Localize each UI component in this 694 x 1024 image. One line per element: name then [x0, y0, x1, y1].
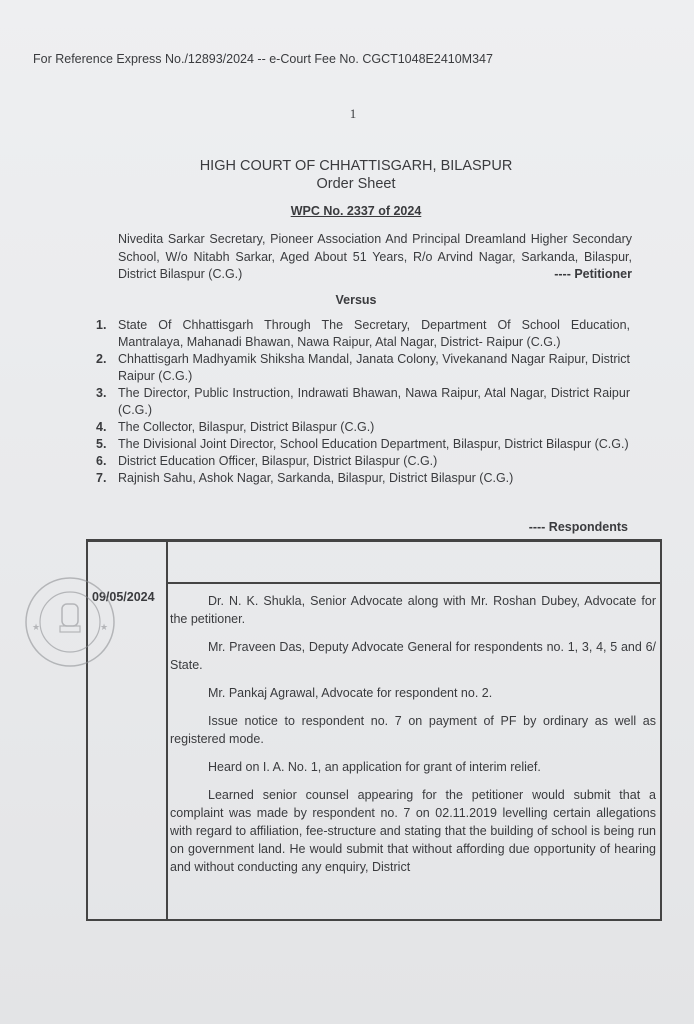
reference-line: For Reference Express No./12893/2024 -- e-Court Fee No. CGCT1048E2410M347 — [33, 52, 493, 66]
list-item — [96, 385, 630, 419]
order-paragraph: Issue notice to respondent no. 7 on payment of PF by ordinary as well as registered mode. — [170, 714, 656, 746]
item-number: 2. — [96, 352, 107, 366]
case-number: WPC No. 2337 of 2024 — [290, 204, 422, 218]
respondents-list — [96, 317, 630, 487]
list-item — [96, 470, 630, 487]
order-body — [170, 592, 656, 876]
item-number: 6. — [96, 454, 107, 468]
order-paragraph: Learned senior counsel appearing for the petitioner would submit that a complaint was made by respondent no. 7 on 02.11.2019 levelling certain allegations with regard to affiliation, fee-structure and stating that the building of school is being run on government land. He would submit that without affording due opportunity of hearing and without conducting any enquiry, District — [170, 788, 656, 874]
item-number: 5. — [96, 437, 107, 451]
respondents-role: ---- Respondents — [528, 520, 628, 534]
document-title — [0, 157, 694, 193]
list-item — [96, 436, 630, 453]
item-text: The Divisional Joint Director, School Education Department, Bilaspur, District Bilaspur (C.G.) — [118, 437, 629, 451]
court-seal-icon — [24, 572, 116, 672]
item-text: Chhattisgarh Madhyamik Shiksha Mandal, Janata Colony, Vivekanand Nagar Raipur, District Raipur (C.G.) — [118, 352, 630, 383]
item-text: The Director, Public Instruction, Indrawati Bhawan, Nawa Raipur, Atal Nagar, District Raipur (C.G.) — [118, 386, 630, 417]
order-table — [86, 539, 662, 921]
order-paragraph: Dr. N. K. Shukla, Senior Advocate along with Mr. Roshan Dubey, Advocate for the petitioner. — [170, 594, 656, 626]
court-name: HIGH COURT OF CHHATTISGARH, BILASPUR — [199, 158, 513, 174]
order-paragraph: Heard on I. A. No. 1, an application for grant of interim relief. — [208, 760, 541, 774]
list-item — [96, 453, 630, 470]
order-date: 09/05/2024 — [92, 590, 155, 604]
order-paragraph: Mr. Pankaj Agrawal, Advocate for respondent no. 2. — [208, 686, 493, 700]
item-text: State Of Chhattisgarh Through The Secretary, Department Of School Education, Mantralaya, Mahanadi Bhawan, Nawa Raipur, Atal Nagar, District- Raipur (C.G.) — [118, 318, 630, 349]
item-number: 4. — [96, 420, 107, 434]
svg-text:★: ★ — [32, 622, 41, 632]
petitioner-block — [118, 231, 632, 284]
list-item — [96, 419, 630, 436]
list-item — [96, 351, 630, 385]
versus-heading: Versus — [335, 293, 377, 307]
svg-text:★: ★ — [100, 622, 109, 632]
item-number: 7. — [96, 471, 107, 485]
item-number: 1. — [96, 318, 107, 332]
list-item — [96, 317, 630, 351]
item-text: District Education Officer, Bilaspur, District Bilaspur (C.G.) — [118, 454, 438, 468]
item-text: Rajnish Sahu, Ashok Nagar, Sarkanda, Bilaspur, District Bilaspur (C.G.) — [118, 471, 514, 485]
page-number: 1 — [349, 106, 357, 121]
item-number: 3. — [96, 386, 107, 400]
column-divider — [166, 542, 168, 919]
item-text: The Collector, Bilaspur, District Bilaspur (C.G.) — [118, 420, 375, 434]
petitioner-role: ---- Petitioner — [554, 267, 632, 281]
order-paragraph: Mr. Praveen Das, Deputy Advocate General for respondents no. 1, 3, 4, 5 and 6/ State. — [170, 640, 656, 672]
petitioner-text: Nivedita Sarkar Secretary, Pioneer Association And Principal Dreamland Higher Secondary School, W/o Nitabh Sarkar, Aged About 51 Years, R/o Arvind Nagar, Sarkanda, Bilaspur, District Bilaspur (C.G.) — [118, 232, 632, 281]
document-type: Order Sheet — [316, 176, 396, 192]
header-row-divider — [166, 582, 660, 584]
